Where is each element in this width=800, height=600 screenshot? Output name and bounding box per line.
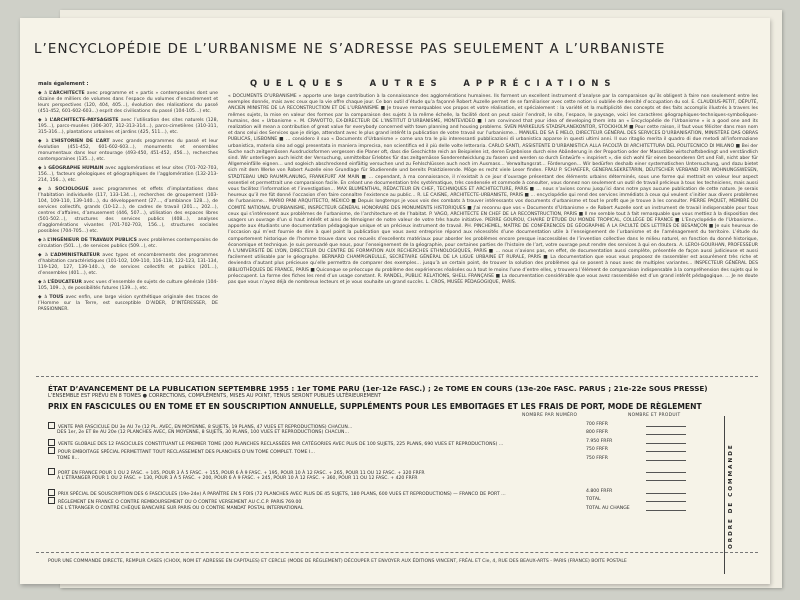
price-heading: PRIX EN FASCICULES OU EN TOME ET EN SOUSCRIPTION ANNUELLE, SUPPLÉMENTS POUR LES EMBOITAGES ET LES FRAIS DE PORT, MODE DE RÈGLEMENT xyxy=(48,402,702,411)
order-line-text: RÈGLEMENT EN FRANCE O CONTRE REMBOURSEMENT OU O CONTRE VERSEMENT AU C.C.P. PARIS 769.00 xyxy=(58,500,302,506)
order-amount-field[interactable] xyxy=(646,501,686,502)
audience-term: L’INGÉNIEUR DE TRAVAUX PUBLICS xyxy=(47,238,137,243)
order-line xyxy=(48,430,688,438)
order-line-price: TOTAL xyxy=(586,497,601,503)
audience-term: TOUS xyxy=(49,295,64,300)
order-line xyxy=(48,489,688,497)
cut-line-top xyxy=(36,376,758,377)
order-form xyxy=(48,422,688,514)
order-checkbox[interactable] xyxy=(48,439,55,446)
audience-text: avec agglomérations et leur sites (701-702-703, 156…), facteurs géologiques et géographiques de l’agglomération (132-213-214, 156…), etc. xyxy=(38,166,218,183)
audience-term: L’ARCHITECTE-PAYSAGISTE xyxy=(49,118,119,123)
order-line-text: PRIX SPÉCIAL DE SOUSCRIPTION DES 6 FASCICULES (19e-24e) À PARAÎTRE EN 5 FOIS (72 PLANCHES AVEC PLUS DE 45 SUJETS, 180 PLANS, 600 VUES ET REPRODUCTIONS) — FRANCO DE PORT … xyxy=(58,491,506,497)
appreciations-text: « DOCUMENTS D’URBANISME » apporte une large contribution à la connaissance des agglomérations humaines. Ils forment un excellent instrument d’analyse par la comparaison qu’ils obligent à faire non seulement entre les exemples donnés, mais avec ceux que la vie offre chaque jour. Ce bon outil d’étude qu’a façonné Robert Auzelle permet de se familiariser avec cette notion si oubliée de densité d’occupation du sol. E. CLAUDIUS-PETIT, DÉPUTÉ, ANCIEN MINISTRE DE LA RECONSTRUCTION ET DE L’URBANISME ■ Je trouve remarquables vos propos et votre réalisation, et spécialement : la variété et la multiplicité des concepts et des faits accomplis illustrés à travers les mêmes sujets, la mise en valeur des formes par la comparaison des sujets à la même échelle, la facilité dont on peut saisir l’endroit, le site, l’espace, le paysage, voici les caractères géographiques-techniques-symboliques-humains, des « Urbanisme ». M. CRAVOTTO, EX-DIRECTEUR DE L’INSTITUT D’URBANISME, MONTEVIDEO ■ I am convinced that your idea of developing them into an « Encyclopédie de l’Urbanisme » is a good one and its realization will mean a contribution of great value for everybody concerned with town planning and housing problems. SVEN MARKELIUS STADSPLANEKONTOR, STOCKHOLM ■ Pour cette raison, il faut vous féliciter dans mon nom et dans celui des Services que je dirige, attendant avec le plus grand intérêt la publication de votre travail sur l’urbanisme… MANUEL DE SA E MELO, DIRECTEUR GÉNÉRAL DES SERVICES D’URBANISATION, MINISTÈRE DAS OBRAS PUBLICAS, LISBONNE ■ … considero il suo « Documents d’Urbanisme » come una tra le più interessanti pubblicazioni di urbanistica apparse in questi ultimi anni. Il suo ritaglio merita il quadro di due metodi all’informazione urbanistica, materia sino ad oggi presentata in maniera imprecisa, non scientifica ed il più delle volte letteraria. CARLO SANTI, ASSISTENTE D’URBANISTICA ALLA FACOLTÀ DI ARCHITETTURA DEL POLITECNICO DI MILANO ■ Bei der Suche nach zeitgemässen Ausdrucksformen vergessen die Planer oft, dass die Geschichte reich an Beispielen ist, deren Ergebnisse durch eine Abänderung in der Proportion oder der Massstäbe wirtschaftsbedingt und verständlich sind. Wir unterliegen auch leicht der Versuchung, unmittelbar Erlebtes für das zeitgemässe Sonderentwicklung zu fassen und werden so durch Entwürfe « inspiriert », die sich wohl für einen besonderen Ort und Fall, nicht aber für Allgemeinfälle eignen… und sogleich abschreckend einfältig versuchen und zu Fehlschlüssen auch noch im Ausmass… Verwaltungsrat… Förderungen… Wir bedürfen deshalb einer systematischen Untersuchung, und dazu bietet sich mit dem Werke von Robert Auzelle eine Grundlage für Studierende und bereits Praktizierende. Möge es recht viele Leser finden. FRAU P. SCHAEFER, GENERALSEKRETÄRIN, DEUTSCHER VERBAND FÜR WOHNUNGSWESEN, STÄDTEBAU UND RAUMPLANUNG, FRANKFURT AM MAIN ■ … cependant, à ma connaissance, il n’existait à ce jour d’ouvrage présentant des éléments urbains déterminés, sous une forme qui mettrait en valeur leur aspect essentiel et permettrait une comparaison facile. En créant une documentation très systématique, très condensée et commode à consulter, vous donnez non seulement un outil de travail précieux à tous les techniciens, mais aussi vous facilitez l’information et l’investigation… MAX BLUMENTHAL, RÉDACTEUR EN CHEF, TECHNIQUES ET ARCHITECTURE, PARIS ■ … nous n’avions connu jusqu’ici dans notre pays aucune publication de cette nature. Je serais heureux qu’il me fût donné l’occasion d’en faire connaître l’existence au public… R. LE CAISNE, ARCHITECTE-URBANISTE, PARIS ■ … encyclopédie qui rend des services immédiats à ceux qui veulent s’initier aux divers problèmes de l’urbanisme… MARIO PANI ARQUITECTO, MEXICO ■ Depuis longtemps je vous vois des combats à trouver intéressants vos documents d’urbanisme et tout le profit que je trouve à les consulter. PIERRE PAQUET, MEMBRE DU COMITÉ NATIONAL D’URBANISME, INSPECTEUR GÉNÉRAL HONORAIRE DES MONUMENTS HISTORIQUES ■ J’ai reconnu que vos « Documents d’Urbanisme » de Robert Auzelle sont un instrument de travail indispensable pour tous ceux qui s’intéressent aux problèmes de l’urbanisme, de l’architecture et de l’habitat. P. VAGO, ARCHITECTE EN CHEF DE LA RECONSTRUCTION, PARIS ■ Il me semble tout à fait remarquable que vous mettiez à la disposition des usagers un ouvrage d’un si haut intérêt et ainsi de témoigner de notre valeur de votre très haute initiative. PIERRE GOUROU, CHAIRE D’ÉTUDE DU MONDE TROPICAL, COLLÈGE DE FRANCE ■ L’Encyclopédie de l’Urbanisme… apporte aux étudiants une documentation pédagogique unique et un précieux instrument de travail. PH. PINCHEMEL, MAÎTRE DE CONFÉRENCES DE GÉOGRAPHIE À LA FACULTÉ DES LETTRES DE BESANÇON ■ Je suis heureux de l’occasion qui m’est fournie de dire à quel point la publication que vous avez entreprise répond aux nécessités d’une documentation utile à l’enseignement de l’urbanisme et de l’aménagement du territoire. L’étude du comportement historique de l’homme trouve dans vos recueils d’excellents matériaux pour aborder les problèmes encore presque inaccessibles de l’invention collective dans le milieu naturel, en fonction du donné historique, économique et technique. Je suis persuadé que nous, pour l’enseignement de la géographie, pour certaines parties de l’histoire de l’art, votre ouvrage peut rendre des services à qui en doutera. A. LEROI-GOURHAN, PROFESSEUR À L’UNIVERSITÉ DE LYON, DIRECTEUR DU CENTRE DE FORMATION AUX RECHERCHES ETHNOLOGIQUES, PARIS ■ … nous n’avions pas, en effet, de documentation aussi complète, présentée de façon aussi judicieuse et aussi facilement utilisable par le géographe. BERNARD CHAMPIGNEULLE, SECRÉTAIRE GÉNÉRAL DE LA LIGUE URBAINE ET RURALE, PARIS ■ La documentation que vous vous proposez de rassembler est assurément très riche et deviendra d’autant plus précieuse qu’elle permettra de comparer des exemples… jusqu’à un certain point, de trouver la solution des problèmes qui se posent à nous avec de multiples variantes… INSPECTEUR GÉNÉRAL DES BIBLIOTHÈQUES DE FRANCE, PARIS ■ Quiconque se préoccupe du problème des expériences réalisées ou à tout le moins l’une d’entre elles, y trouvera l’élément de comparaison indispensable à la compréhension des sujets qui le préoccupent. La forme des fiches les rend d’un usage constant. R. RANDEL, PUBLIC RELATIONS, SHELL FRANÇAISE ■ La documentation considérable que vous avez rassemblée est d’un grand intérêt pédagogique. … Je ne doute pas que vous n’ayez déjà de nombreux lecteurs et je vous souhaite un grand succès. L. CROS, MUSÉE PÉDAGOGIQUE, PARIS. xyxy=(228,94,758,286)
appreciations-title: QUELQUES AUTRES APPRÉCIATIONS xyxy=(250,78,617,88)
audience-term: SOCIOLOGUE xyxy=(55,187,89,192)
order-amount-field[interactable] xyxy=(646,451,686,452)
order-line-price: 800 FRFR xyxy=(586,430,608,436)
order-line-text: VENTE PAR FASCICULE DU 3e AU 7e (12 PL. AVEC, EN MOYENNE, 8 SUJETS, 19 PLANS, 47 VUES ET REPRODUCTIONS) CHACUN… xyxy=(58,425,353,430)
audience-term: L’ÉDUCATEUR xyxy=(47,280,82,285)
order-checkbox[interactable] xyxy=(48,489,55,496)
order-amount-field[interactable] xyxy=(646,426,686,427)
audience-text: avec vues d’ensemble de sujets de culture générale (104-105, 109…), de possibilités futures (139…), etc. xyxy=(38,280,218,291)
cut-line-bottom xyxy=(36,552,758,553)
order-line xyxy=(48,447,688,455)
order-line-text: VENTE GLOBALE DES 12 FASCICULES CONSTITUANT LE PREMIER TOME (200 PLANCHES RECLASSÉES PAR CATÉGORIES AVEC PLUS DE 100 SUJETS, 225 PLANS, 690 VUES ET REPRODUCTIONS) … xyxy=(58,441,504,447)
left-column xyxy=(38,81,218,316)
audience-term: L’ARCHITECTE xyxy=(49,91,85,96)
audience-item: ◆ à L’ARCHITECTE avec programme et « partis » contemporains dont une dizaine de milliers de volumes dans l’espace du volumes d’encadrement et leurs perspectives (120, 404, 405…), évolution des réalisations du passé (451-452, 601-602-603…) esprit des civilisations du passé (104-105…) etc. xyxy=(38,91,219,114)
order-checkbox[interactable] xyxy=(48,468,55,475)
order-line xyxy=(48,439,688,447)
order-line-price: 7.950 FRFR xyxy=(586,438,613,444)
order-amount-field[interactable] xyxy=(646,460,686,461)
order-line xyxy=(48,456,688,464)
audience-item: ◆ à TOUS avec enfin, une large vision synthétique originale des traces de l’Homme sur la Terre, est susceptible D’AIDER, D’INTÉRESSER, DE PASSIONNER. xyxy=(38,295,218,312)
order-divider xyxy=(724,416,725,574)
right-column xyxy=(228,78,758,286)
order-checkbox[interactable] xyxy=(48,422,55,429)
audience-item: ◆ à SOCIOLOGUE avec programmes et effets d’implantations dans l’habitation individuelle (117, 133-134…), recherches de groupement (103-104, 109-110, 139-140…), du développement (27…, d’ambiance 128…), de services collectifs, grands (10-12…), de cadres de travail (201…, 202…), centres d’affaires, d’amusement (446, 507…), utilisation des espaces libres (501-502…), structures des services publics (408…), analyses d’agglomérations vivantes (701-702-703, 156…), structures sociales possibles (704-705…) etc. xyxy=(38,187,218,234)
order-line xyxy=(48,476,688,484)
order-line xyxy=(48,497,688,505)
order-line-text: À L’ÉTRANGER POUR 1 OU 2 FASC. + 130, POUR 3 À 5 FASC. + 200, POUR 6 À 9 FASC. + 245, POUR 10 À 12 FASC. + 360, POUR 11 OU 12 FASC. + 420 FRFR xyxy=(57,476,418,482)
order-line-price: 4.800 FRFR xyxy=(586,488,613,494)
audience-item: ◆ à GÉOGRAPHE HUMAIN avec agglomérations et leur sites (701-702-703, 156…), facteurs géologiques et géographiques de l’agglomération (132-213-214, 156…), etc. xyxy=(38,166,218,183)
audience-term: GÉOGRAPHE HUMAIN xyxy=(48,166,104,171)
audience-item: ◆ à L’INGÉNIEUR DE TRAVAUX PUBLICS avec problèmes contemporains de circulation (501…), de services publics (509…), etc. xyxy=(38,238,218,249)
audience-text: avec problèmes contemporains de circulation (501…), de services publics (509…), etc. xyxy=(38,238,218,249)
order-line-price: 750 FRFR xyxy=(586,455,608,461)
order-line-price: 700 FRFR xyxy=(586,422,608,427)
audience-item: ◆ à L’ÉDUCATEUR avec vues d’ensemble de sujets de culture générale (104-105, 109…), de possibilités futures (139…), etc. xyxy=(38,280,218,291)
audience-item: ◆ à L’HISTORIEN DE L’ART avec grands programmes du passé et leur évolution (451-452, 601-602-603…), monuments et ensembles monumentaux dans leur entourage (493-450, 451-452, 456…), recherches contemporaines (135…), etc. xyxy=(38,139,218,162)
audience-text: avec programmes et effets d’implantations dans l’habitation individuelle (117, 133-134…), recherches de groupement (103-104, 109-110, 139-140…), du développement (27…, d’ambiance 128…), de services collectifs, grands (10-12…), de cadres de travail (201…, 202…), centres d’affaires, d’amusement (446, 507…), utilisation des espaces libres (501-502…), structures des services publics (408…), analyses d’agglomérations vivantes (701-702-703, 156…), structures sociales possibles (704-705…) etc. xyxy=(38,187,218,234)
order-amount-field[interactable] xyxy=(646,510,686,511)
order-line-text: DES 1er, 2e ET 8e AU 20e (12 PLANCHES AVEC, EN MOYENNE, 8 SUJETS, 30 PLANS, 100 VUES ET REPRODUCTIONS) CHACUN… xyxy=(57,430,350,436)
audience-term: L’HISTORIEN DE L’ART xyxy=(51,139,110,144)
order-line-price: TOTAL AU CHANGE xyxy=(586,505,630,511)
order-line xyxy=(48,506,688,514)
col-nombre-par-numero: NOMBRE PAR NUMÉRO xyxy=(522,413,578,418)
left-column-lead: mais également : xyxy=(38,81,89,87)
order-instructions: POUR UNE COMMANDE DIRECTE, REMPLIR CASES (CHOIX, NOM ET ADRESSE EN CAPITALES) ET CERCLE (MODE DE RÈGLEMENT) DÉCOUPER ET ENVOYER AUX ÉDITIONS VINCENT, FRÉAL ET Cie, 4, RUE DES BEAUX-ARTS - PARIS (FRANCE) BOITE POSTALE xyxy=(48,559,627,564)
audience-text: avec programme et « partis » contemporains dont une dizaine de milliers de volumes dans l’espace du volumes d’encadrement et leurs perspectives (120, 404, 405…), évolution des réalisations du passé (451-452, 601-602-603…) esprit des civilisations du passé (104-105…) etc. xyxy=(38,91,219,114)
audience-text: avec l’utilisation des sites naturels (128, 195…), parcs-musées (306-307, 312-313-314…), parcs-cimetières (310-311, 315-316…), plantations urbaines et jardins (425, 511…), etc. xyxy=(38,118,218,135)
col-nombre-produit: NOMBRE ET PRODUIT xyxy=(628,413,681,418)
order-amount-field[interactable] xyxy=(646,493,686,494)
audience-text: avec enfin, une large vision synthétique originale des traces de l’Homme sur la Terre, est susceptible D’AIDER, D’INTÉRESSER, DE PASSIONNER. xyxy=(38,295,218,312)
order-form-label: ORDRE DE COMMANDE xyxy=(728,443,734,549)
audience-item: ◆ à L’ADMINISTRATEUR avec types et encombrements des programmes d’habitation caractéristiques (101-102, 109-110, 116-118, 122-123, 131-134, 119-120, 127, 139-140…), de services collectifs et publics (201…), d’ensembles (401…), etc. xyxy=(38,253,218,276)
publication-note: L’ENSEMBLE EST PRÉVU EN 8 TOMES ● CORRECTIONS, COMPLÉMENTS, MISES AU POINT, TENUS SERONT PUBLIÉS ULTÉRIEUREMENT xyxy=(48,393,381,399)
audience-term: L’ADMINISTRATEUR xyxy=(50,253,100,258)
order-amount-field[interactable] xyxy=(646,434,686,435)
audience-item: ◆ à L’ARCHITECTE-PAYSAGISTE avec l’utilisation des sites naturels (128, 195…), parcs-musées (306-307, 312-313-314…), parcs-cimetières (310-311, 315-316…), plantations urbaines et jardins (425, 511…), etc. xyxy=(38,118,218,135)
order-line-price: 750 FRFR xyxy=(586,447,608,453)
audience-text: avec grands programmes du passé et leur évolution (451-452, 601-602-603…), monuments et ensembles monumentaux dans leur entourage (493-450, 451-452, 456…), recherches contemporaines (135…), etc. xyxy=(38,139,218,162)
publication-status: ÉTAT D’AVANCEMENT DE LA PUBLICATION SEPTEMBRE 1955 : 1er TOME PARU (1er-12e FASC.) ; 2e TOME EN COURS (13e-20e FASC. PARUS ; 21e-22e SOUS PRESSE) xyxy=(48,384,708,393)
document-page xyxy=(20,18,770,584)
order-checkbox[interactable] xyxy=(48,497,55,504)
audience-text: avec types et encombrements des programmes d’habitation caractéristiques (101-102, 109-110, 116-118, 122-123, 131-134, 119-120, 127, 139-140…), de services collectifs et publics (201…), d’ensembles (401…), etc. xyxy=(38,253,218,276)
order-checkbox[interactable] xyxy=(48,447,55,454)
order-amount-field[interactable] xyxy=(646,472,686,473)
page-headline: L’ENCYCLOPÉDIE DE L’URBANISME NE S’ADRESSE PAS SEULEMENT A L’URBANISTE xyxy=(34,42,666,57)
order-line-text: TOME II… xyxy=(57,455,80,461)
order-line-text: DE L’ÉTRANGER O CONTRE CHÈQUE BANCAIRE SUR PARIS OU O CONTRE MANDAT POSTAL INTERNATIONAL xyxy=(57,505,304,511)
order-line-text: PORT EN FRANCE POUR 1 OU 2 FASC. + 105, POUR 3 À 5 FASC. + 155, POUR 6 À 9 FASC. + 195, POUR 10 À 12 FASC. + 265, POUR 11 OU 12 FASC. + 320 FRFR xyxy=(58,470,425,476)
order-line-text: POUR EMBOITAGE SPÉCIAL PERMETTANT TOUT RECLASSEMENT DES PLANCHES D’UN TOME COMPLET. TOME I… xyxy=(58,450,315,456)
order-amount-field[interactable] xyxy=(646,443,686,444)
order-amount-field[interactable] xyxy=(646,480,686,481)
